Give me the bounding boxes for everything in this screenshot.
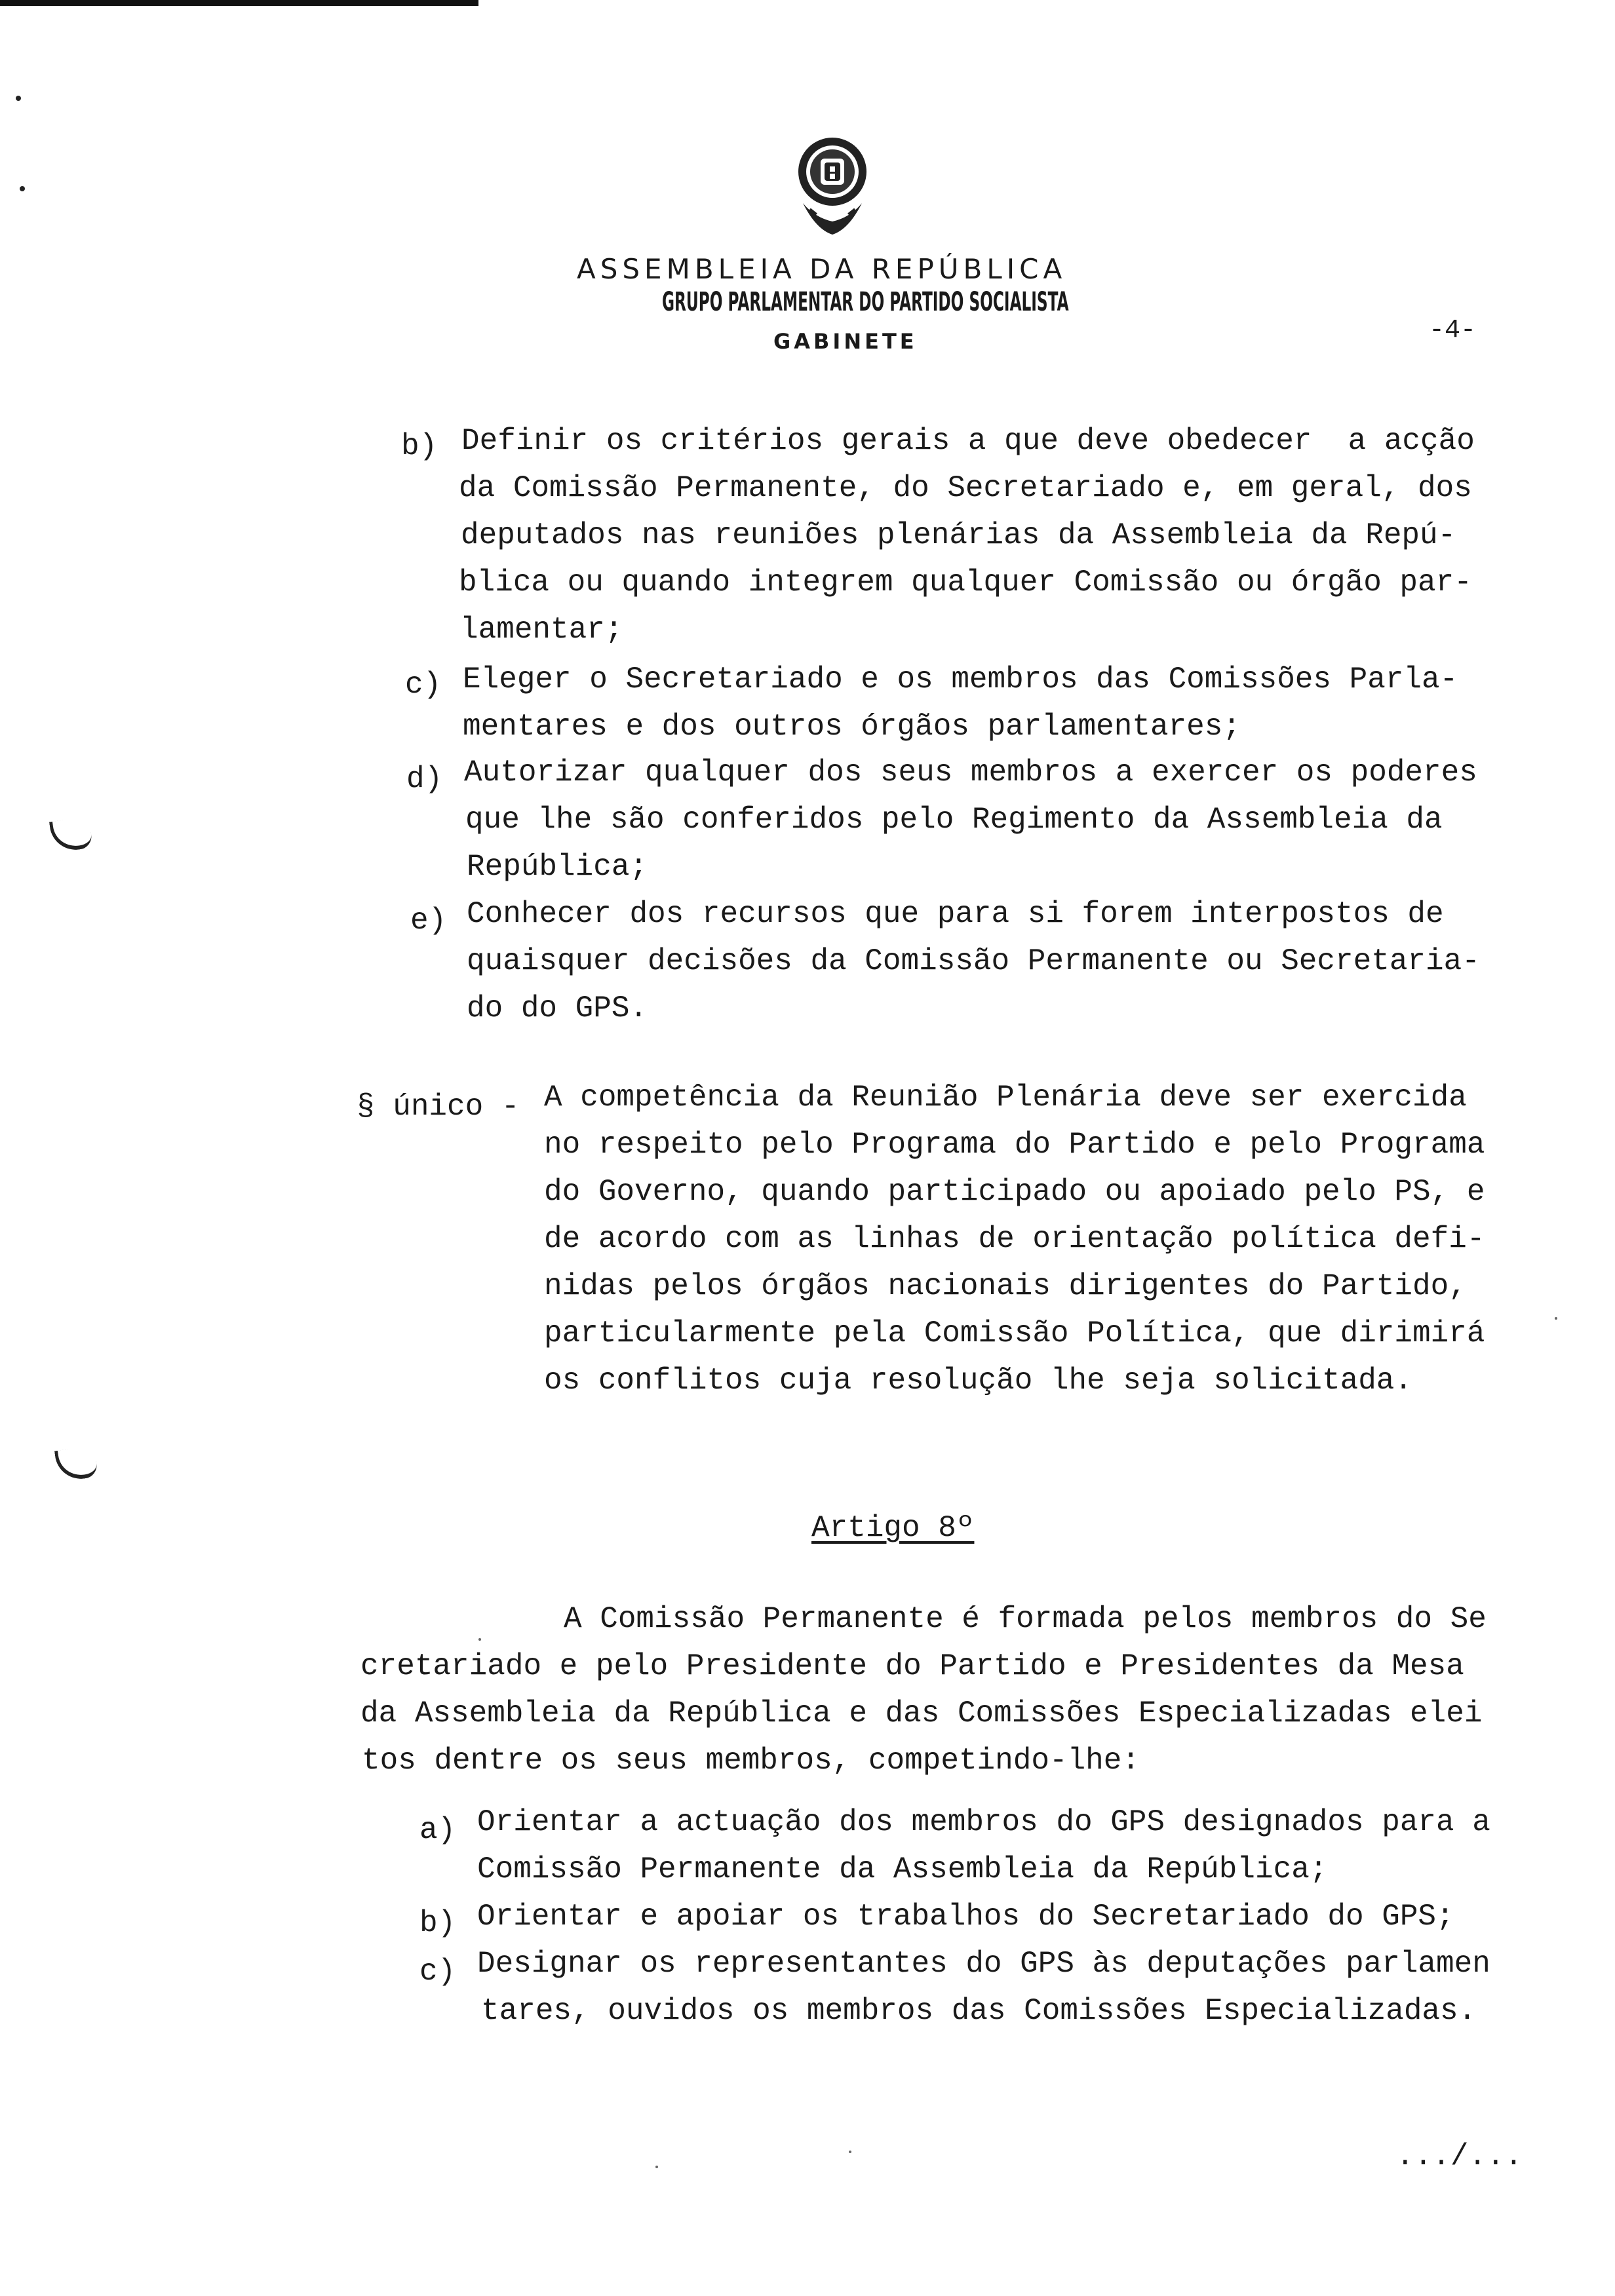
- text-line: Definir os critérios gerais a que deve obedecer a acção: [461, 424, 1475, 458]
- scan-speck: [478, 1638, 481, 1641]
- text-line: Orientar e apoiar os trabalhos do Secretariado do GPS;: [477, 1900, 1454, 1934]
- text-line: da Comissão Permanente, do Secretariado e, em geral, dos: [459, 471, 1472, 505]
- text-line: Comissão Permanente da Assembleia da República;: [477, 1852, 1328, 1886]
- text-line: cretariado e pelo Presidente do Partido e Presidentes da Mesa: [360, 1649, 1464, 1683]
- text-line: do Governo, quando participado ou apoiado pelo PS, e: [544, 1175, 1485, 1209]
- text-line: lamentar;: [460, 613, 623, 647]
- text-line: que lhe são conferidos pelo Regimento da Assembleia da: [465, 803, 1443, 837]
- coat-of-arms-icon: [790, 131, 875, 242]
- text-line: deputados nas reuniões plenárias da Assembleia da Repú-: [461, 518, 1456, 552]
- text-line: particularmente pela Comissão Política, que dirimirá: [544, 1316, 1485, 1350]
- list-item-label: d): [406, 762, 443, 796]
- paragraph-label: § único -: [357, 1090, 520, 1124]
- text-line: no respeito pelo Programa do Partido e pelo Programa: [544, 1128, 1485, 1162]
- text-line: tos dentre os seus membros, competindo-lhe:: [362, 1744, 1140, 1778]
- office-name: GABINETE: [773, 329, 918, 354]
- article-heading: Artigo 8º: [811, 1511, 975, 1545]
- text-line: Eleger o Secretariado e os membros das Comissões Parla-: [463, 662, 1458, 697]
- text-line: da Assembleia da República e das Comissões Especializadas elei: [360, 1696, 1483, 1731]
- scan-mark: [20, 186, 25, 191]
- scan-mark: [49, 816, 93, 853]
- text-line: os conflitos cuja resolução lhe seja solicitada.: [544, 1364, 1413, 1398]
- scan-speck: [849, 2151, 851, 2153]
- list-item-label: e): [410, 904, 447, 938]
- institution-name: ASSEMBLEIA DA REPÚBLICA: [577, 253, 1067, 285]
- scan-speck: [655, 2166, 658, 2168]
- list-item-label: b): [401, 429, 438, 463]
- text-line: República;: [467, 850, 648, 884]
- text-line: de acordo com as linhas de orientação política defi-: [544, 1222, 1485, 1256]
- list-item-label: b): [419, 1906, 456, 1940]
- scan-mark: [16, 96, 21, 101]
- scan-speck: [1555, 1317, 1557, 1320]
- text-line: A competência da Reunião Plenária deve ser exercida: [544, 1081, 1467, 1115]
- list-item-label: a): [419, 1813, 456, 1847]
- text-line: A Comissão Permanente é formada pelos membros do Se: [564, 1602, 1487, 1636]
- page-number: -4-: [1429, 316, 1477, 345]
- top-rule: [0, 0, 478, 6]
- text-line: do do GPS.: [467, 991, 648, 1025]
- text-line: Orientar a actuação dos membros do GPS designados para a: [477, 1805, 1490, 1839]
- text-line: quaisquer decisões da Comissão Permanente ou Secretaria-: [467, 944, 1480, 978]
- list-item-label: c): [405, 668, 442, 702]
- text-line: Autorizar qualquer dos seus membros a exercer os poderes: [464, 756, 1477, 790]
- text-line: Designar os representantes do GPS às deputações parlamen: [477, 1947, 1490, 1981]
- text-line: Conhecer dos recursos que para si forem interpostos de: [467, 897, 1444, 931]
- text-line: tares, ouvidos os membros das Comissões Especializadas.: [481, 1994, 1477, 2028]
- text-line: nidas pelos órgãos nacionais dirigentes do Partido,: [544, 1269, 1467, 1303]
- text-line: blica ou quando integrem qualquer Comissão ou órgão par-: [459, 565, 1472, 600]
- group-name: GRUPO PARLAMENTAR DO PARTIDO SOCIALISTA: [662, 287, 1069, 317]
- text-line: mentares e dos outros órgãos parlamentares;: [463, 710, 1241, 744]
- list-item-label: c): [419, 1955, 456, 1989]
- continuation-mark: .../...: [1396, 2139, 1523, 2173]
- scan-mark: [54, 1445, 98, 1482]
